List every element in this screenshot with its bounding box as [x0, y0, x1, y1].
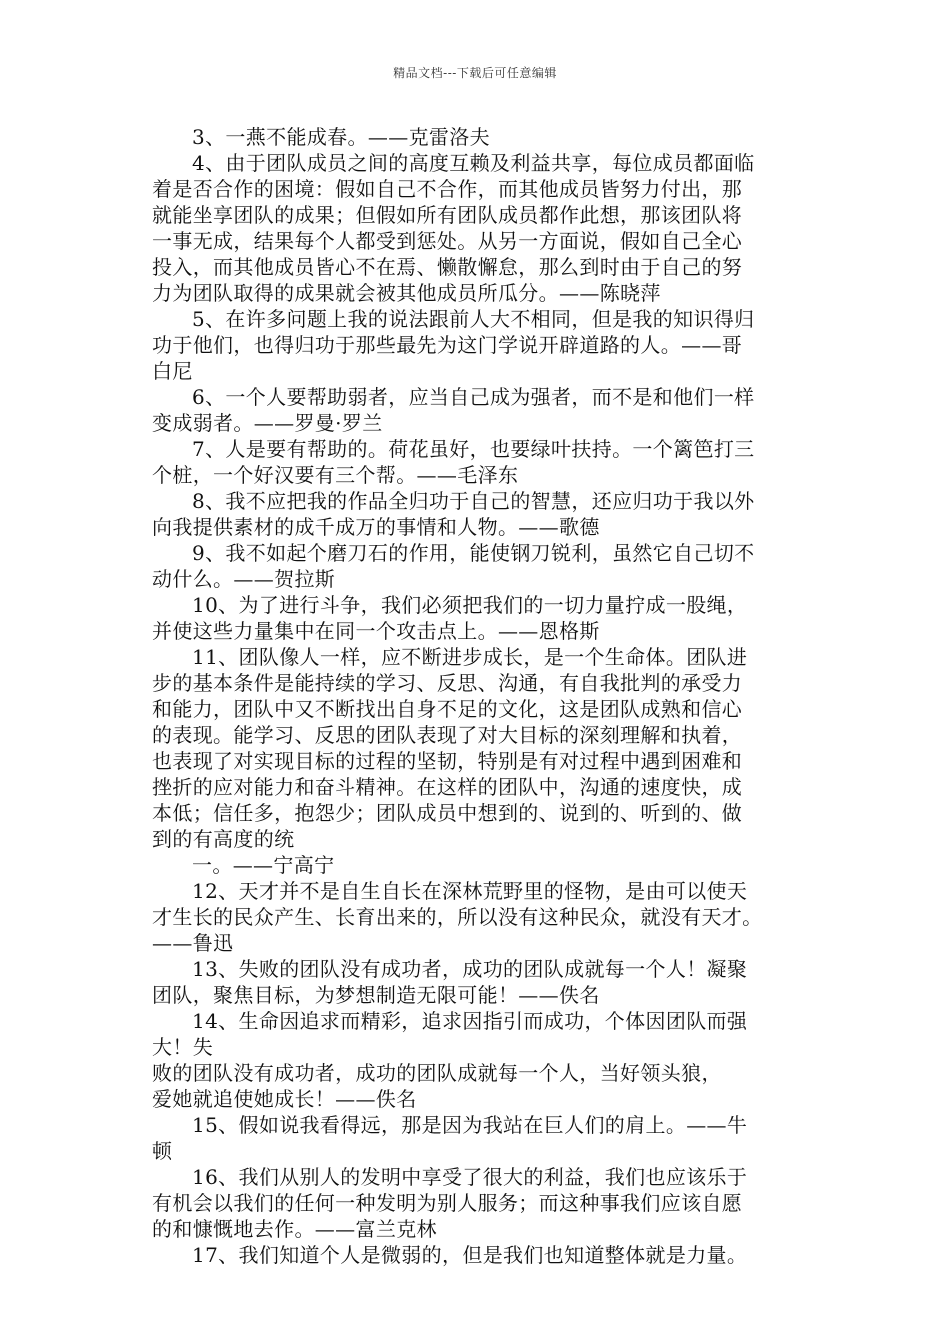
text-line: 也表现了对实现目标的过程的坚韧，特别是有对过程中遇到困难和: [152, 749, 743, 773]
paragraph: [152, 488, 812, 540]
text-line: 爱她就追使她成长！——佚名: [152, 1087, 417, 1111]
paragraph: [152, 150, 812, 306]
text-line: 就能坐享团队的成果；但假如所有团队成员都作此想，那该团队将: [152, 203, 743, 227]
text-line: 力为团队取得的成果就会被其他成员所瓜分。——陈晓萍: [152, 281, 661, 305]
document-body: [152, 124, 812, 1268]
text-line: 的表现。能学习、反思的团队表现了对大目标的深刻理解和执着，: [152, 723, 743, 747]
paragraph: [152, 436, 812, 488]
text-line: 变成弱者。——罗曼·罗兰: [152, 411, 383, 435]
text-line: 到的有高度的统: [152, 827, 295, 851]
page-header: 精品文档---下载后可任意编辑: [393, 66, 557, 80]
text-line: 6、一个人要帮助弱者，应当自己成为强者，而不是和他们一样: [192, 385, 755, 409]
text-line: 和能力，团队中又不断找出自身不足的文化，这是团队成熟和信心: [152, 697, 743, 721]
text-line: 动什么。——贺拉斯: [152, 567, 336, 591]
paragraph: [152, 644, 812, 852]
paragraph: [152, 852, 812, 878]
text-line: 14、生命因追求而精彩，追求因指引而成功，个体因团队而强: [192, 1009, 748, 1033]
text-line: 16、我们从别人的发明中享受了很大的利益，我们也应该乐于: [192, 1165, 748, 1189]
text-line: 一。——宁高宁: [192, 853, 335, 877]
paragraph: [152, 1164, 812, 1242]
paragraph: [152, 878, 812, 956]
text-line: 步的基本条件是能持续的学习、反思、沟通，有自我批判的承受力: [152, 671, 743, 695]
paragraph: [152, 1008, 812, 1060]
text-line: 8、我不应把我的作品全归功于自己的智慧，还应归功于我以外: [192, 489, 755, 513]
paragraph: [152, 306, 812, 384]
text-line: 17、我们知道个人是微弱的，但是我们也知道整体就是力量。: [192, 1243, 748, 1267]
text-line: 个桩，一个好汉要有三个帮。——毛泽东: [152, 463, 519, 487]
text-line: 10、为了进行斗争，我们必须把我们的一切力量拧成一股绳，: [192, 593, 748, 617]
paragraph: [152, 592, 812, 644]
text-line: 团队，聚焦目标，为梦想制造无限可能！——佚名: [152, 983, 600, 1007]
text-line: 顿: [152, 1139, 173, 1163]
text-line: 12、天才并不是自生自长在深林荒野里的怪物，是由可以使天: [192, 879, 748, 903]
text-line: 着是否合作的困境：假如自己不合作，而其他成员皆努力付出，那: [152, 177, 743, 201]
text-line: 7、人是要有帮助的。荷花虽好，也要绿叶扶持。一个篱笆打三: [192, 437, 755, 461]
paragraph: [152, 1060, 812, 1112]
text-line: 11、团队像人一样，应不断进步成长，是一个生命体。团队进: [192, 645, 748, 669]
text-line: 投入，而其他成员皆心不在焉、懒散懈怠，那么到时由于自己的努: [152, 255, 743, 279]
text-line: 13、失败的团队没有成功者，成功的团队成就每一个人！凝聚: [192, 957, 748, 981]
text-line: 15、假如说我看得远，那是因为我站在巨人们的肩上。——牛: [192, 1113, 748, 1137]
text-line: 5、在许多问题上我的说法跟前人大不相同，但是我的知识得归: [192, 307, 755, 331]
text-line: 才生长的民众产生、长育出来的，所以没有这种民众，就没有天才。: [152, 905, 763, 929]
text-line: 有机会以我们的任何一种发明为别人服务；而这种事我们应该自愿: [152, 1191, 743, 1215]
text-line: 4、由于团队成员之间的高度互赖及利益共享，每位成员都面临: [192, 151, 755, 175]
paragraph: [152, 956, 812, 1008]
text-line: 挫折的应对能力和奋斗精神。在这样的团队中，沟通的速度快，成: [152, 775, 743, 799]
text-line: 3、一燕不能成春。——克雷洛夫: [192, 125, 490, 149]
text-line: 本低；信任多，抱怨少；团队成员中想到的、说到的、听到的、做: [152, 801, 743, 825]
paragraph: [152, 1112, 812, 1164]
text-line: 白尼: [152, 359, 193, 383]
text-line: 的和慷慨地去作。——富兰克林: [152, 1217, 437, 1241]
text-line: 一事无成，结果每个人都受到惩处。从另一方面说，假如自己全心: [152, 229, 743, 253]
text-line: 大！失: [152, 1035, 214, 1059]
paragraph: [152, 384, 812, 436]
text-line: 败的团队没有成功者，成功的团队成就每一个人，当好领头狼，: [152, 1061, 722, 1085]
text-line: 功于他们，也得归功于那些最先为这门学说开辟道路的人。——哥: [152, 333, 743, 357]
text-line: 向我提供素材的成千成万的事情和人物。——歌德: [152, 515, 600, 539]
text-line: 9、我不如起个磨刀石的作用，能使钢刀锐利，虽然它自己切不: [192, 541, 755, 565]
text-line: 并使这些力量集中在同一个攻击点上。——恩格斯: [152, 619, 600, 643]
paragraph: [152, 124, 812, 150]
text-line: ——鲁迅: [152, 931, 234, 955]
paragraph: [152, 1242, 812, 1268]
paragraph: [152, 540, 812, 592]
